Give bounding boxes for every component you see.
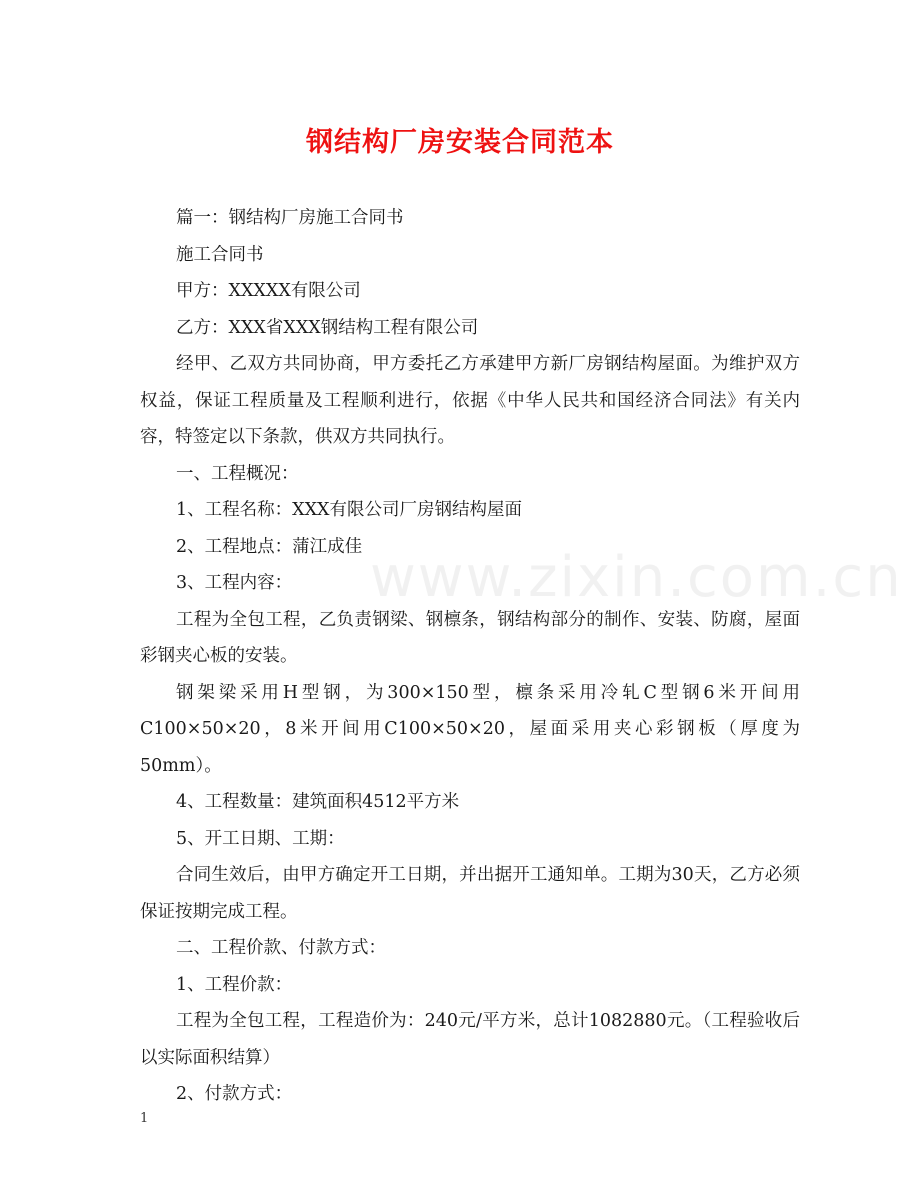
paragraph-preamble: 经甲、乙双方共同协商，甲方委托乙方承建甲方新厂房钢结构屋面。为维护双方权益，保证工程质量及工程顺利进行，依据《中华人民共和国经济合同法》有关内容，特签定以下条款，供双方共同执行。	[140, 354, 800, 447]
paragraph-price-heading: 二、工程价款、付款方式：	[176, 938, 386, 958]
paragraph-schedule: 合同生效后，由甲方确定开工日期，并出据开工通知单。工期为30天，乙方必须保证按期完成工程。	[140, 865, 800, 922]
paragraph-overview-heading: 一、工程概况：	[176, 463, 299, 484]
paragraph-payment-heading: 2、付款方式：	[176, 1084, 293, 1104]
paragraph-party-b: 乙方：XXX省XXX钢结构工程有限公司	[176, 317, 479, 338]
paragraph-project-location: 2、工程地点：蒲江成佳	[176, 536, 363, 557]
paragraph-price-subheading: 1、工程价款：	[176, 974, 293, 995]
document-body	[140, 200, 800, 1113]
paragraph-quantity: 4、工程数量：建筑面积4512平方米	[176, 792, 460, 812]
paragraph-party-a: 甲方：XXXXX有限公司	[176, 281, 361, 301]
paragraph-project-content-heading: 3、工程内容：	[176, 573, 293, 593]
paragraph-project-scope: 工程为全包工程，乙负责钢梁、钢檩条，钢结构部分的制作、安装、防腐，屋面彩钢夹心板的安装。	[140, 609, 800, 666]
document-title: 钢结构厂房安装合同范本	[306, 127, 614, 158]
paragraph-materials: 钢架梁采用H型钢，为300×150型，檩条采用冷轧C型钢6米开间用C100×50×20，8米开间用C100×50×20，屋面采用夹心彩钢板（厚度为50mm）。	[140, 682, 800, 776]
paragraph-price: 工程为全包工程，工程造价为：240元/平方米，总计1082880元。（工程验收后以实际面积结算）	[140, 1011, 800, 1068]
paragraph-section-heading: 篇一：钢结构厂房施工合同书	[176, 208, 404, 228]
page-number: 1	[140, 1111, 149, 1126]
watermark: www.zixin.com.cn	[370, 545, 903, 610]
paragraph-contract-name: 施工合同书	[176, 244, 264, 265]
paragraph-project-name: 1、工程名称：XXX有限公司厂房钢结构屋面	[176, 500, 523, 520]
paragraph-schedule-heading: 5、开工日期、工期：	[176, 828, 345, 849]
